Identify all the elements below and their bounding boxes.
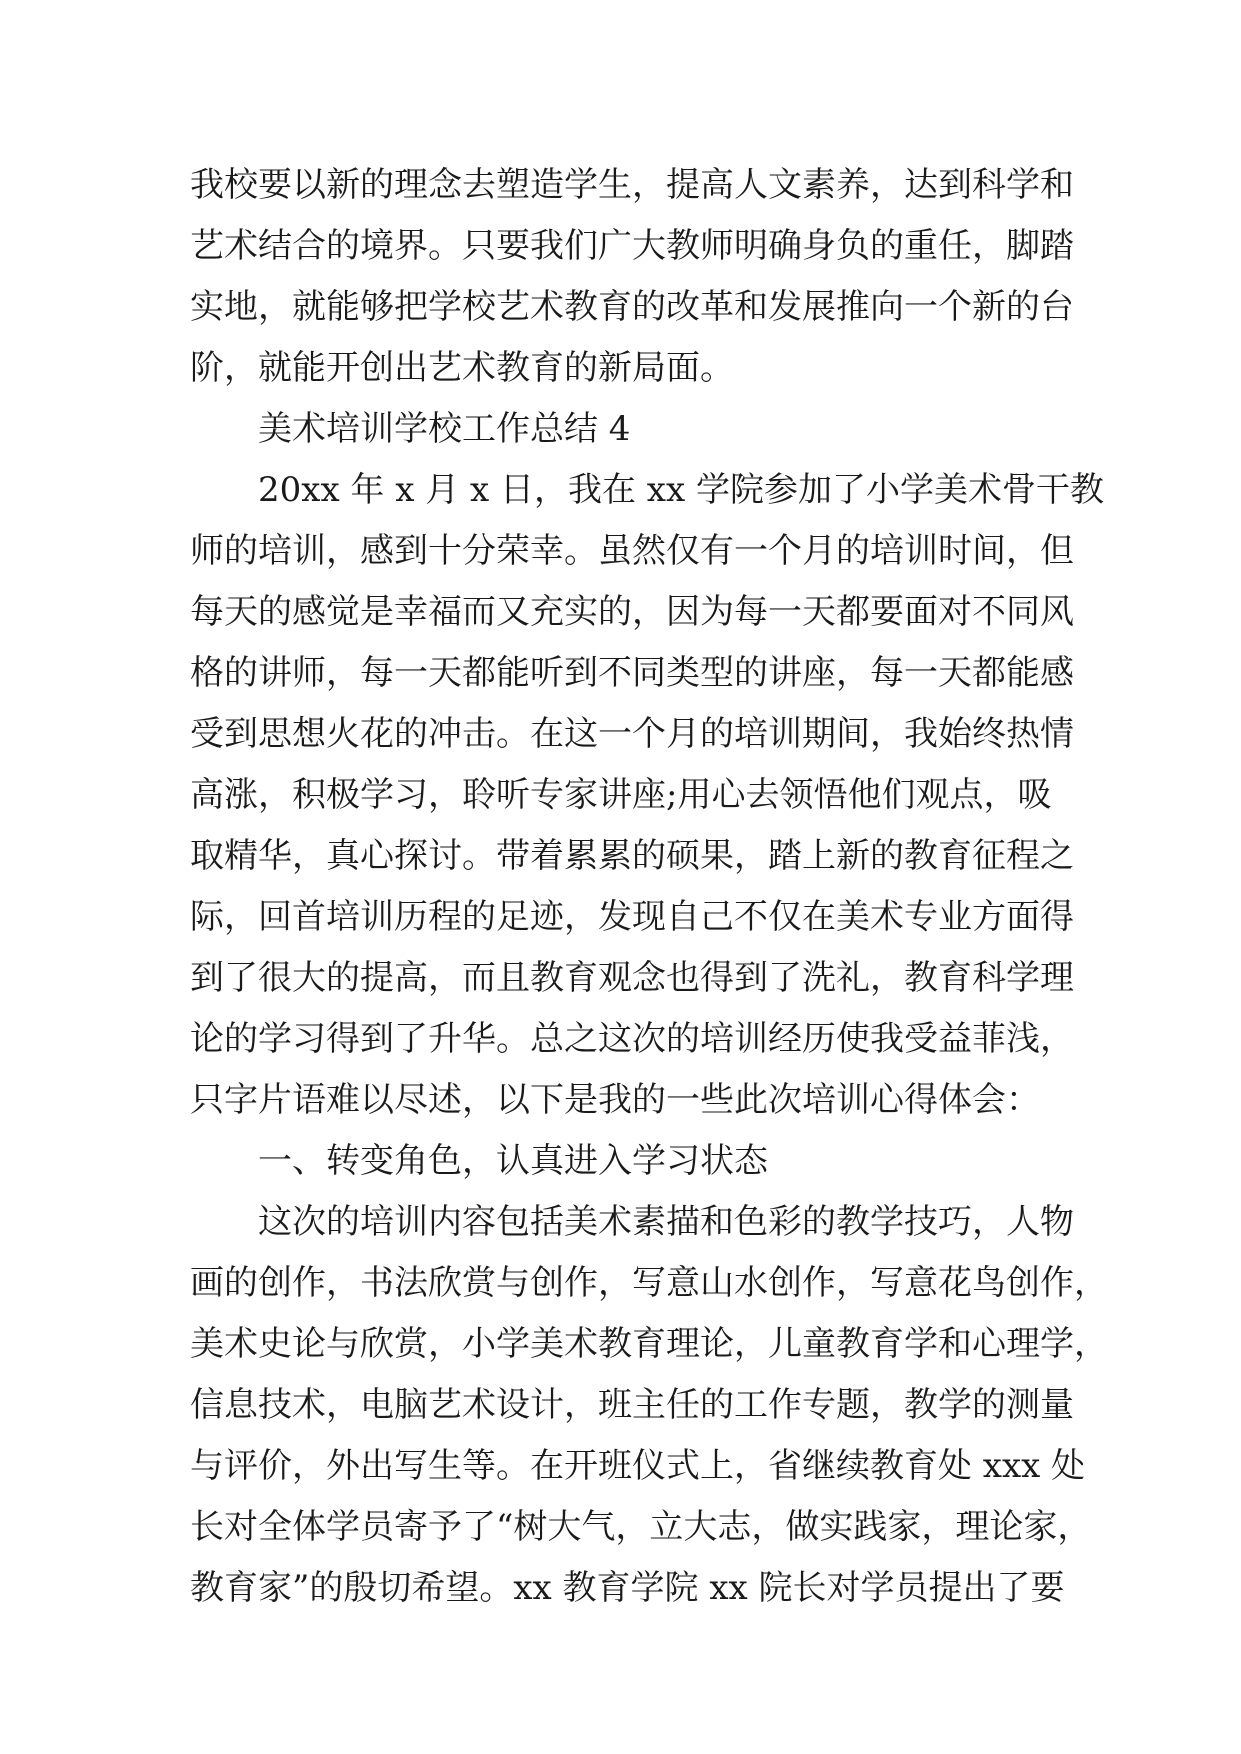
text-line: 论的学习得到了升华。总之这次的培训经历使我受益菲浅， xyxy=(190,1019,1074,1059)
text-line: 画的创作，书法欣赏与创作，写意山水创作，写意花鸟创作， xyxy=(190,1263,1108,1303)
text-line: 信息技术，电脑艺术设计，班主任的工作专题，教学的测量 xyxy=(190,1385,1074,1425)
text-line: 际，回首培训历程的足迹，发现自己不仅在美术专业方面得 xyxy=(190,897,1074,937)
text-line: 受到思想火花的冲击。在这一个月的培训期间，我始终热情 xyxy=(190,714,1074,754)
text-line: 教育家”的殷切希望。xx 教育学院 xx 院长对学员提出了要 xyxy=(190,1568,1065,1608)
text-line: 格的讲师，每一天都能听到不同类型的讲座，每一天都能感 xyxy=(190,653,1074,693)
text-line: 长对全体学员寄予了“树大气，立大志，做实践家，理论家， xyxy=(190,1507,1092,1547)
text-line: 美术史论与欣赏，小学美术教育理论，儿童教育学和心理学， xyxy=(190,1324,1108,1364)
text-line: 这次的培训内容包括美术素描和色彩的教学技巧，人物 xyxy=(258,1202,1074,1242)
subsection-heading: 一、转变角色，认真进入学习状态 xyxy=(258,1141,768,1181)
text-line: 到了很大的提高，而且教育观念也得到了洗礼，教育科学理 xyxy=(190,958,1074,998)
text-line: 师的培训，感到十分荣幸。虽然仅有一个月的培训时间，但 xyxy=(190,531,1074,571)
text-line: 我校要以新的理念去塑造学生，提高人文素养，达到科学和 xyxy=(190,165,1074,205)
section-heading: 美术培训学校工作总结 4 xyxy=(258,409,631,449)
text-line: 每天的感觉是幸福而又充实的，因为每一天都要面对不同风 xyxy=(190,592,1074,632)
text-line: 艺术结合的境界。只要我们广大教师明确身负的重任，脚踏 xyxy=(190,226,1074,266)
text-line: 只字片语难以尽述，以下是我的一些此次培训心得体会： xyxy=(190,1080,1040,1120)
text-line: 阶，就能开创出艺术教育的新局面。 xyxy=(190,348,734,388)
document-body xyxy=(190,155,1108,1619)
text-line: 与评价，外出写生等。在开班仪式上，省继续教育处 xxx 处 xyxy=(190,1446,1086,1486)
text-line: 20xx 年 x 月 x 日，我在 xx 学院参加了小学美术骨干教 xyxy=(258,470,1104,510)
text-line: 实地，就能够把学校艺术教育的改革和发展推向一个新的台 xyxy=(190,287,1074,327)
text-line: 取精华，真心探讨。带着累累的硕果，踏上新的教育征程之 xyxy=(190,836,1074,876)
text-line: 高涨，积极学习，聆听专家讲座;用心去领悟他们观点，吸 xyxy=(190,775,1052,815)
